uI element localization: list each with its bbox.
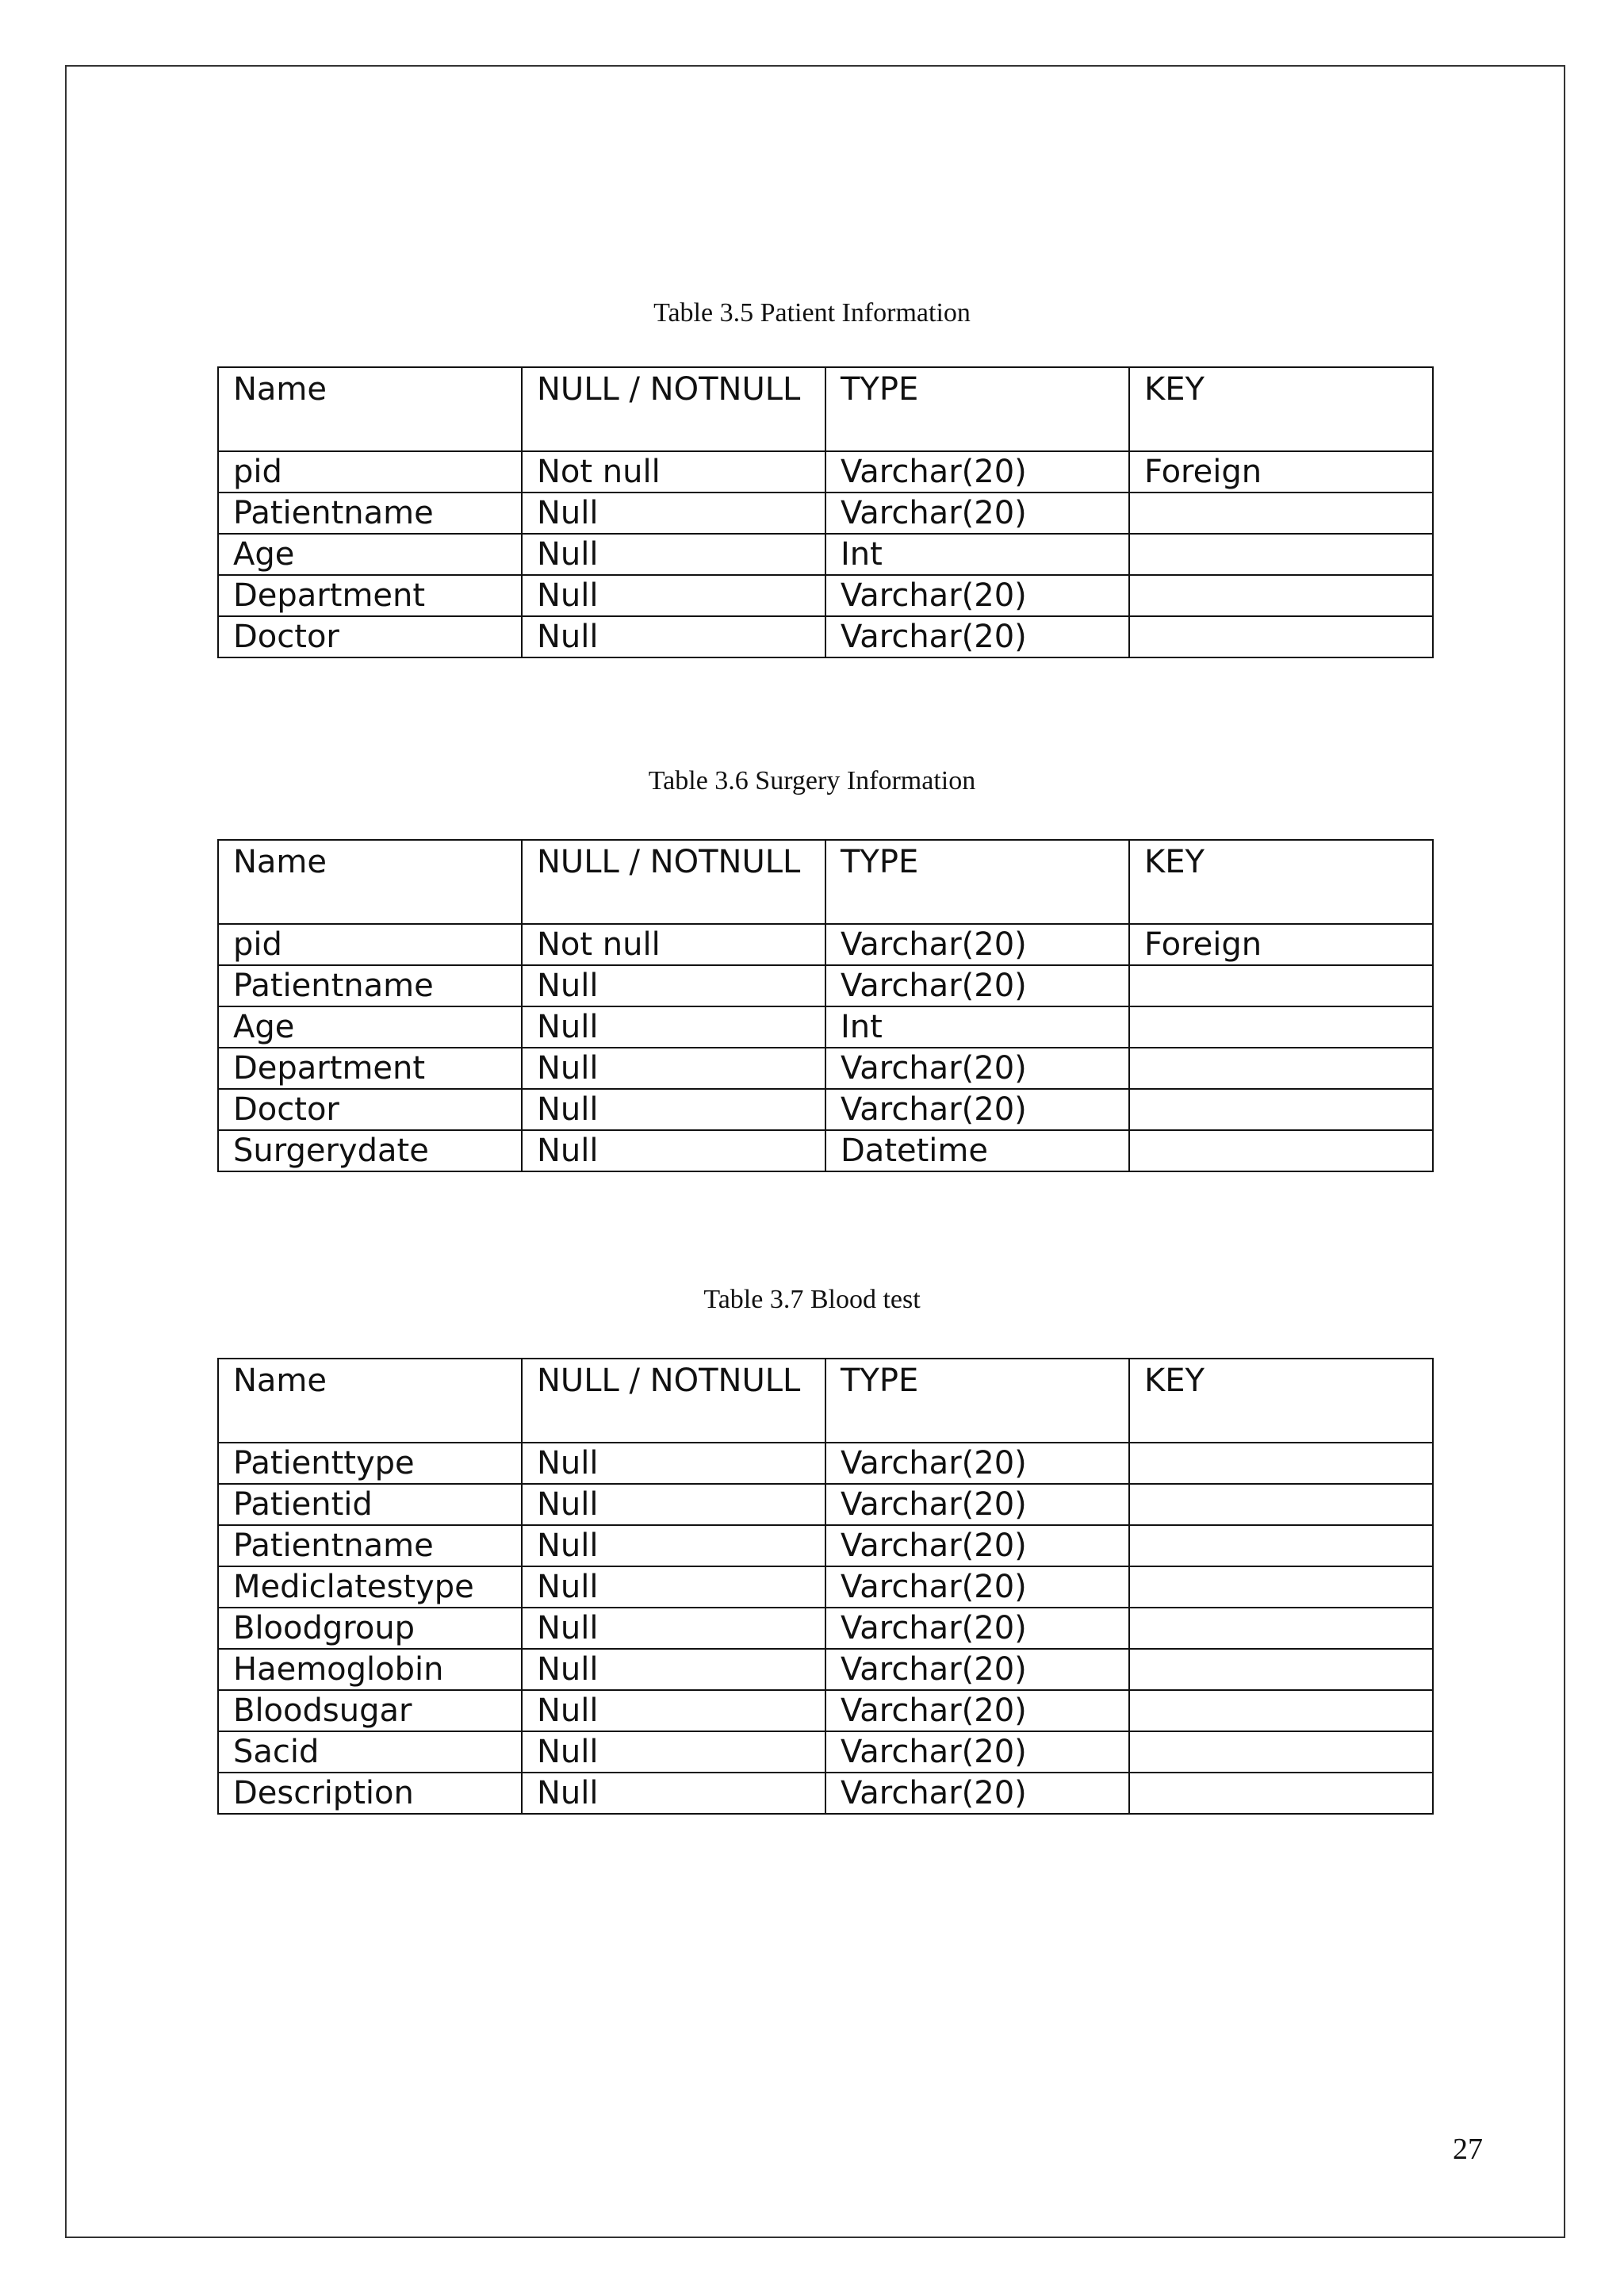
table-cell: Varchar(20): [825, 1443, 1129, 1484]
table-cell: [1129, 1089, 1433, 1130]
table-cell: Varchar(20): [825, 1048, 1129, 1089]
table-cell: Null: [522, 1006, 825, 1048]
table-row: [218, 1089, 1433, 1130]
header-cell: Name: [218, 1359, 522, 1443]
page-number: 27: [1453, 2133, 1483, 2166]
table-cell: Sacid: [218, 1731, 522, 1773]
table-cell: Int: [825, 1006, 1129, 1048]
table-header-row: [218, 1359, 1433, 1443]
header-cell: Name: [218, 367, 522, 451]
table-cell: Null: [522, 1731, 825, 1773]
table-cell: Int: [825, 534, 1129, 575]
header-cell: TYPE: [825, 1359, 1129, 1443]
table-row: [218, 1731, 1433, 1773]
header-cell: NULL / NOTNULL: [522, 840, 825, 924]
table-cell: pid: [218, 924, 522, 965]
header-cell: Name: [218, 840, 522, 924]
table-cell: Varchar(20): [825, 1773, 1129, 1814]
table-cell: pid: [218, 451, 522, 493]
table-caption-blood-test: Table 3.7 Blood test: [703, 1285, 921, 1314]
table-row: [218, 1608, 1433, 1649]
surgery-information-table: [217, 839, 1434, 1172]
table-cell: [1129, 1484, 1433, 1525]
table-cell: Surgerydate: [218, 1130, 522, 1171]
table-cell: Age: [218, 534, 522, 575]
table-cell: [1129, 1649, 1433, 1690]
table-cell: Bloodgroup: [218, 1608, 522, 1649]
table-cell: Varchar(20): [825, 1690, 1129, 1731]
table-cell: [1129, 1566, 1433, 1608]
table-cell: Foreign: [1129, 924, 1433, 965]
table-row: [218, 1443, 1433, 1484]
table-cell: Patientid: [218, 1484, 522, 1525]
table-cell: [1129, 493, 1433, 534]
header-cell: NULL / NOTNULL: [522, 1359, 825, 1443]
table-row: [218, 493, 1433, 534]
table-cell: Mediclatestype: [218, 1566, 522, 1608]
table-cell: Varchar(20): [825, 451, 1129, 493]
table-caption-surgery: Table 3.6 Surgery Information: [648, 766, 976, 795]
table-cell: Not null: [522, 451, 825, 493]
table-cell: Varchar(20): [825, 575, 1129, 616]
table-cell: Varchar(20): [825, 965, 1129, 1006]
table-row: [218, 1690, 1433, 1731]
table-cell: Varchar(20): [825, 1649, 1129, 1690]
table-row: [218, 1006, 1433, 1048]
header-cell: TYPE: [825, 840, 1129, 924]
table-cell: Null: [522, 575, 825, 616]
header-cell: KEY: [1129, 367, 1433, 451]
table-cell: Datetime: [825, 1130, 1129, 1171]
table-cell: [1129, 1006, 1433, 1048]
table-cell: Varchar(20): [825, 1731, 1129, 1773]
table-cell: Null: [522, 965, 825, 1006]
table-cell: Department: [218, 1048, 522, 1089]
header-cell: KEY: [1129, 840, 1433, 924]
table-cell: Varchar(20): [825, 1566, 1129, 1608]
table-cell: Varchar(20): [825, 616, 1129, 657]
table-row: [218, 924, 1433, 965]
table-cell: Age: [218, 1006, 522, 1048]
table-row: [218, 616, 1433, 657]
table-cell: [1129, 1690, 1433, 1731]
blood-test-table: [217, 1358, 1434, 1815]
table-cell: [1129, 1048, 1433, 1089]
table-cell: Doctor: [218, 1089, 522, 1130]
table-cell: Varchar(20): [825, 1525, 1129, 1566]
table-cell: [1129, 1731, 1433, 1773]
table-cell: Null: [522, 1525, 825, 1566]
table-cell: [1129, 534, 1433, 575]
table-cell: Null: [522, 1089, 825, 1130]
table-header-row: [218, 367, 1433, 451]
header-cell: KEY: [1129, 1359, 1433, 1443]
table-row: [218, 1484, 1433, 1525]
table-cell: [1129, 1773, 1433, 1814]
table-row: [218, 1048, 1433, 1089]
table-header-row: [218, 840, 1433, 924]
table-row: [218, 1525, 1433, 1566]
patient-information-table: [217, 366, 1434, 658]
table-cell: Doctor: [218, 616, 522, 657]
table-cell: [1129, 1130, 1433, 1171]
table-cell: Varchar(20): [825, 1484, 1129, 1525]
table-cell: Null: [522, 534, 825, 575]
table-row: [218, 575, 1433, 616]
table-row: [218, 965, 1433, 1006]
table-cell: Null: [522, 493, 825, 534]
table-cell: Haemoglobin: [218, 1649, 522, 1690]
table-cell: Varchar(20): [825, 493, 1129, 534]
table-row: [218, 1130, 1433, 1171]
table-caption-patient: Table 3.5 Patient Information: [653, 298, 971, 328]
table-cell: Null: [522, 616, 825, 657]
table-cell: Null: [522, 1443, 825, 1484]
table-cell: Patientname: [218, 493, 522, 534]
table-cell: [1129, 575, 1433, 616]
table-cell: Patientname: [218, 1525, 522, 1566]
table-row: [218, 1566, 1433, 1608]
table-cell: Null: [522, 1608, 825, 1649]
table-row: [218, 534, 1433, 575]
table-cell: [1129, 965, 1433, 1006]
table-cell: Not null: [522, 924, 825, 965]
table-cell: Varchar(20): [825, 1608, 1129, 1649]
table-cell: Foreign: [1129, 451, 1433, 493]
table-cell: [1129, 1525, 1433, 1566]
table-cell: Bloodsugar: [218, 1690, 522, 1731]
table-cell: Description: [218, 1773, 522, 1814]
table-cell: [1129, 616, 1433, 657]
table-cell: [1129, 1443, 1433, 1484]
table-cell: [1129, 1608, 1433, 1649]
table-cell: Null: [522, 1649, 825, 1690]
table-cell: Null: [522, 1048, 825, 1089]
table-cell: Null: [522, 1690, 825, 1731]
header-cell: TYPE: [825, 367, 1129, 451]
table-cell: Department: [218, 575, 522, 616]
table-row: [218, 1773, 1433, 1814]
table-cell: Null: [522, 1130, 825, 1171]
table-cell: Varchar(20): [825, 1089, 1129, 1130]
table-cell: Patientname: [218, 965, 522, 1006]
table-cell: Null: [522, 1566, 825, 1608]
table-row: [218, 1649, 1433, 1690]
table-cell: Patienttype: [218, 1443, 522, 1484]
table-cell: Null: [522, 1773, 825, 1814]
table-cell: Null: [522, 1484, 825, 1525]
table-row: [218, 451, 1433, 493]
table-cell: Varchar(20): [825, 924, 1129, 965]
header-cell: NULL / NOTNULL: [522, 367, 825, 451]
